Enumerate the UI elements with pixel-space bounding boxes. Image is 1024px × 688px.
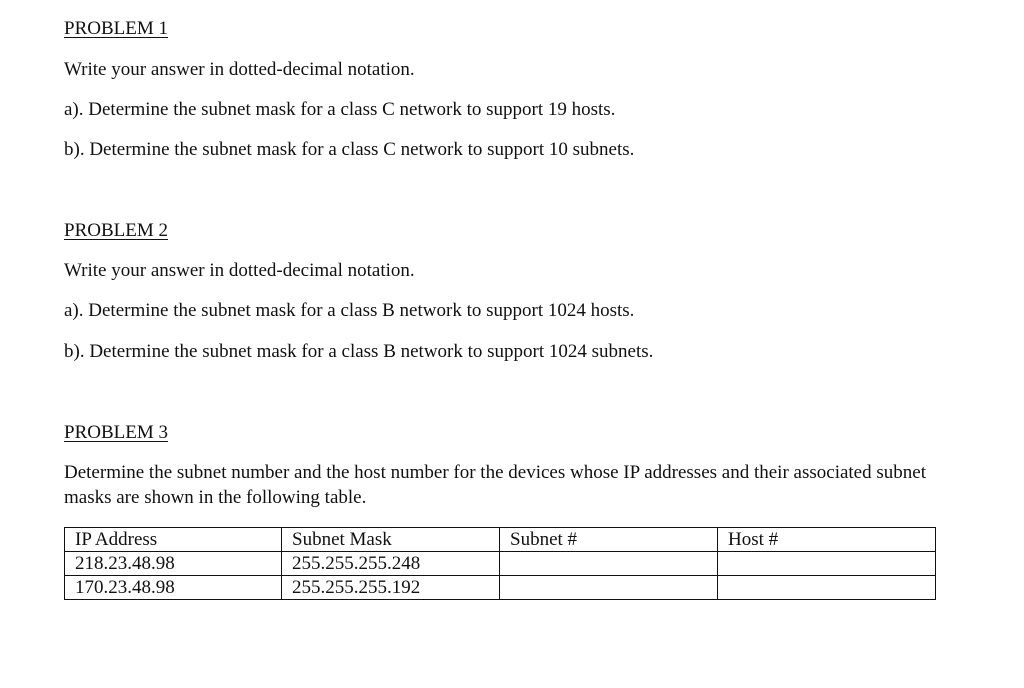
header-host-number: Host # bbox=[718, 528, 936, 552]
problem-2-instruction: Write your answer in dotted-decimal notation. bbox=[64, 260, 415, 281]
problem-1-part-b: b). Determine the subnet mask for a class C network to support 10 subnets. bbox=[64, 139, 635, 160]
problem-2-part-a: a). Determine the subnet mask for a class B network to support 1024 hosts. bbox=[64, 300, 635, 321]
cell-subnet-mask: 255.255.255.192 bbox=[282, 576, 500, 600]
header-subnet-mask: Subnet Mask bbox=[282, 528, 500, 552]
table-header-row bbox=[65, 528, 936, 552]
problem-1-part-a: a). Determine the subnet mask for a class C network to support 19 hosts. bbox=[64, 99, 616, 120]
cell-subnet-number bbox=[500, 576, 718, 600]
problem-1-heading: PROBLEM 1 bbox=[64, 18, 168, 39]
cell-ip-address: 218.23.48.98 bbox=[65, 552, 282, 576]
problem-1-instruction: Write your answer in dotted-decimal notation. bbox=[64, 59, 415, 80]
header-subnet-number: Subnet # bbox=[500, 528, 718, 552]
table-row bbox=[65, 576, 936, 600]
table-row bbox=[65, 552, 936, 576]
cell-subnet-number bbox=[500, 552, 718, 576]
problem-2-part-b: b). Determine the subnet mask for a class B network to support 1024 subnets. bbox=[64, 341, 654, 362]
cell-host-number bbox=[718, 552, 936, 576]
cell-host-number bbox=[718, 576, 936, 600]
header-ip-address: IP Address bbox=[65, 528, 282, 552]
subnet-table bbox=[64, 527, 936, 600]
cell-ip-address: 170.23.48.98 bbox=[65, 576, 282, 600]
problem-3-description: Determine the subnet number and the host number for the devices whose IP addresses and their associated subnet masks are shown in the following table. bbox=[64, 462, 926, 508]
cell-subnet-mask: 255.255.255.248 bbox=[282, 552, 500, 576]
problem-2-heading: PROBLEM 2 bbox=[64, 220, 168, 241]
problem-3-heading: PROBLEM 3 bbox=[64, 422, 168, 443]
